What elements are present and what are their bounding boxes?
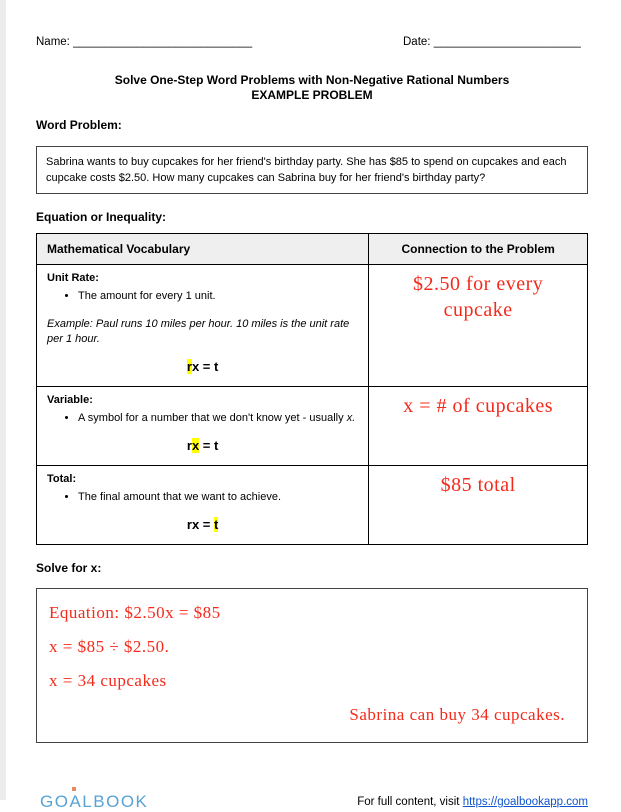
- worksheet-subtitle: EXAMPLE PROBLEM: [251, 88, 373, 102]
- vocab-term: Total:: [47, 473, 77, 485]
- vocabulary-table: [36, 233, 588, 545]
- solve-heading: Solve for x:: [36, 561, 102, 575]
- name-field: [36, 36, 252, 48]
- formula-highlight: x: [191, 438, 200, 453]
- goalbook-logo: GO ALBOOK: [40, 792, 148, 812]
- formula-highlight: t: [214, 517, 219, 532]
- footer-link[interactable]: https://goalbookapp.com: [462, 796, 588, 808]
- table-row: [37, 265, 588, 387]
- vocab-term: Variable:: [47, 394, 93, 406]
- formula-highlight: r: [186, 359, 192, 374]
- solve-box: [36, 588, 588, 743]
- table-row: [37, 466, 588, 545]
- vocab-formula: rx = t: [186, 438, 219, 453]
- name-label: Name:: [36, 36, 70, 48]
- vocab-cell-total: [37, 466, 369, 545]
- vocab-example: Example: Paul runs 10 miles per hour. 10 miles is the unit rate per 1 hour.: [47, 318, 350, 345]
- connection-header-cell: Connection to the Problem: [369, 234, 588, 265]
- logo-flag-icon: [72, 787, 76, 791]
- solve-line: x = $85 ÷ $2.50.: [49, 637, 170, 656]
- date-field: [403, 36, 581, 48]
- table-header-row: [37, 234, 588, 265]
- footer-note: For full content, visit https://goalbookapp.com: [357, 796, 588, 808]
- word-problem-box: [36, 146, 588, 194]
- word-problem-heading: Word Problem:: [36, 118, 122, 132]
- name-blank-line: ____________________________: [73, 36, 253, 48]
- equation-heading: Equation or Inequality:: [36, 210, 167, 224]
- vocab-cell-unit-rate: [37, 265, 369, 387]
- connection-cell-variable: [369, 387, 588, 466]
- date-blank-line: _______________________: [433, 36, 581, 48]
- meta-row: [36, 36, 588, 52]
- connection-note: $2.50 for every cupcake: [413, 273, 544, 321]
- connection-cell-total: [369, 466, 588, 545]
- table-row: [37, 387, 588, 466]
- vocab-definition: • The amount for every 1 unit.: [78, 288, 358, 304]
- solve-line: Equation: $2.50x = $85: [49, 603, 221, 622]
- title-block: [36, 73, 588, 103]
- date-label: Date:: [403, 36, 431, 48]
- vocab-definition: • A symbol for a number that we don't know yet - usually x.: [78, 410, 358, 426]
- worksheet-title: Solve One-Step Word Problems with Non-Negative Rational Numbers: [114, 73, 510, 87]
- vocab-header-cell: Mathematical Vocabulary: [37, 234, 369, 265]
- vocab-cell-variable: [37, 387, 369, 466]
- footer: [36, 792, 588, 812]
- vocab-definition: • The final amount that we want to achieve.: [78, 489, 358, 505]
- vocab-term: Unit Rate:: [47, 272, 99, 284]
- word-problem-text: Sabrina wants to buy cupcakes for her friend's birthday party. She has $85 to spend on cupcakes and each cupcake costs $2.50. How many cupcakes can Sabrina buy for her friend's birthday party?: [46, 156, 567, 184]
- vocab-formula: rx = t: [186, 359, 219, 374]
- connection-note: $85 total: [440, 474, 516, 496]
- solve-answer: Sabrina can buy 34 cupcakes.: [349, 705, 565, 724]
- solve-line: x = 34 cupcakes: [49, 671, 167, 690]
- connection-cell-unit-rate: [369, 265, 588, 387]
- vocab-formula: rx = t: [186, 517, 219, 532]
- connection-note: x = # of cupcakes: [403, 395, 553, 417]
